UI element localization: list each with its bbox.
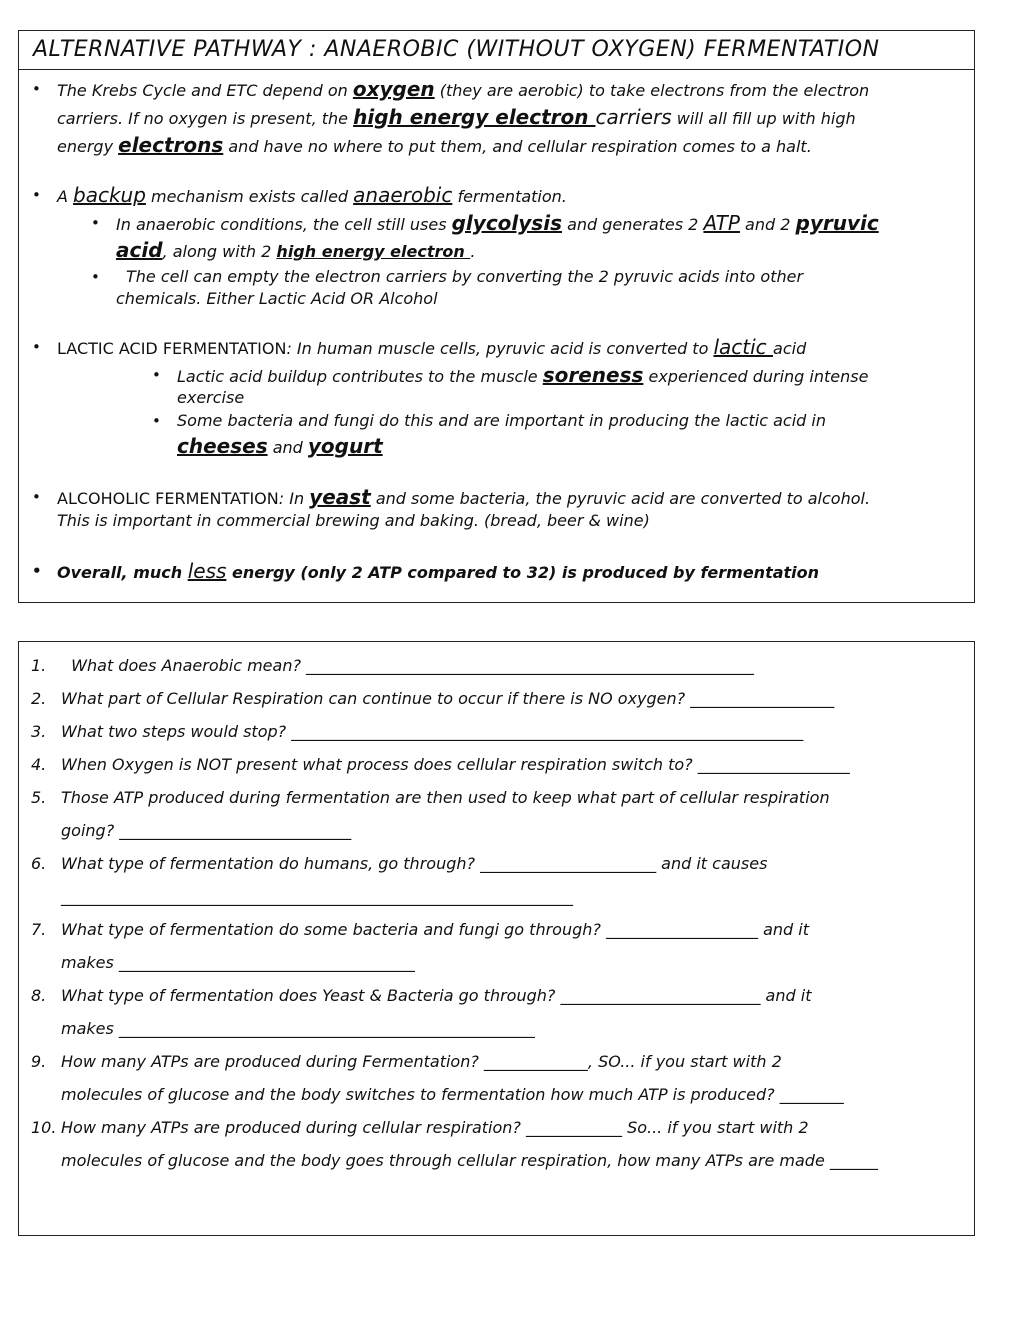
keyword-backup: backup (73, 183, 146, 207)
note-text: mechanism exists called (145, 187, 354, 206)
note-text: exercise (177, 388, 245, 407)
question-4 (31, 755, 850, 775)
note-text: experienced during intense (643, 367, 869, 386)
note-text: , along with 2 (162, 242, 277, 261)
question-text: molecules of glucose and the body goes through cellular respiration, how many ATPs are made ______ (61, 1151, 878, 1170)
question-text: What two steps would stop? ________________________________________________________________ (61, 722, 804, 741)
question-9 (31, 1052, 782, 1072)
note-text: and 2 (739, 215, 796, 234)
keyword-acid: acid (116, 238, 163, 262)
question-number: 5. (31, 788, 47, 807)
question-number: 4. (31, 755, 47, 774)
question-number: 6. (31, 854, 47, 873)
question-text: How many ATPs are produced during cellular respiration? ____________ So... if you start with 2 (61, 1118, 809, 1137)
title-bar (19, 31, 974, 70)
question-text: Those ATP produced during fermentation are then used to keep what part of cellular respiration (61, 788, 830, 807)
keyword-electrons: electrons (118, 133, 224, 157)
question-6 (31, 854, 768, 874)
question-5 (31, 788, 830, 808)
keyword-soreness: soreness (542, 363, 644, 387)
question-text: makes _____________________________________ (61, 953, 415, 972)
question-number: 7. (31, 920, 47, 939)
question-7 (31, 920, 809, 940)
note-bullet-backup (57, 185, 567, 207)
note-text: : In human muscle cells, pyruvic acid is converted to (286, 339, 714, 358)
note-text: energy (only 2 ATP compared to 32) is produced by fermentation (226, 563, 820, 582)
note-text: . (470, 242, 476, 261)
question-number: 9. (31, 1052, 47, 1071)
lactic-fermentation-label: LACTIC ACID FERMENTATION (57, 339, 287, 358)
question-2 (31, 689, 835, 709)
question-text: molecules of glucose and the body switches to fermentation how much ATP is produced? ________ (61, 1085, 844, 1104)
note-text: (they are aerobic) to take electrons from the electron (434, 81, 870, 100)
notes-box (18, 30, 975, 603)
note-sub-empty-carriers-line1 (116, 267, 803, 287)
question-10 (31, 1118, 809, 1138)
question-number: 3. (31, 722, 47, 741)
note-bullet-lactic (57, 337, 806, 359)
question-6-line2 (61, 887, 573, 907)
question-number: 8. (31, 986, 47, 1005)
keyword-less: less (187, 559, 227, 583)
question-3 (31, 722, 804, 742)
keyword-glycolysis: glycolysis (451, 211, 562, 235)
keyword-atp: ATP (703, 211, 740, 235)
page-title: ALTERNATIVE PATHWAY : ANAEROBIC (WITHOUT OXYGEN) FERMENTATION (33, 37, 880, 62)
alcoholic-fermentation-label: ALCOHOLIC FERMENTATION (57, 489, 279, 508)
note-bullet-alcoholic-line2 (57, 511, 650, 531)
question-8-line2 (61, 1019, 535, 1039)
note-sub-glycolysis-line1 (116, 213, 879, 235)
note-text: fermentation. (452, 187, 567, 206)
question-text: What type of fermentation does Yeast & Bacteria go through? _________________________ and it (61, 986, 812, 1005)
question-text: makes ____________________________________________________ (61, 1019, 535, 1038)
question-text: What type of fermentation do humans, go through? ______________________ and it causes (61, 854, 768, 873)
note-bullet-alcoholic-line1 (57, 487, 870, 509)
question-number: 10. (31, 1118, 57, 1137)
note-text: The cell can empty the electron carriers by converting the 2 pyruvic acids into other (126, 267, 804, 286)
note-sub-empty-carriers-line2 (116, 289, 438, 309)
note-text: acid (773, 339, 807, 358)
note-sub-soreness-line1 (177, 365, 868, 387)
note-text: In anaerobic conditions, the cell still uses (116, 215, 452, 234)
questions-box (18, 641, 975, 1236)
keyword-anaerobic: anaerobic (353, 183, 453, 207)
note-text: and some bacteria, the pyruvic acid are converted to alcohol. (370, 489, 871, 508)
question-text: What type of fermentation do some bacteria and fungi go through? ___________________ and it (61, 920, 809, 939)
question-text: When Oxygen is NOT present what process does cellular respiration switch to? ___________________ (61, 755, 850, 774)
note-text: Overall, much (57, 563, 188, 582)
question-8 (31, 986, 812, 1006)
note-sub-soreness-line2 (177, 388, 244, 408)
question-9-line2 (61, 1085, 844, 1105)
keyword-cheeses: cheeses (177, 434, 268, 458)
note-sub-bacteria-line2 (177, 436, 383, 458)
keyword-high-energy-electron: high energy electron (353, 105, 596, 129)
question-5-line2 (61, 821, 351, 841)
question-text: What part of Cellular Respiration can continue to occur if there is NO oxygen? __________________ (61, 689, 835, 708)
note-bullet-krebs-line3 (57, 135, 812, 157)
note-text: and generates 2 (561, 215, 704, 234)
keyword-yeast: yeast (309, 485, 371, 509)
question-text: ________________________________________________________________ (61, 887, 573, 906)
note-bullet-krebs-line1 (57, 79, 869, 101)
keyword-oxygen: oxygen (352, 77, 435, 101)
question-10-line2 (61, 1151, 878, 1171)
note-text: will all fill up with high (671, 109, 856, 128)
note-text: Some bacteria and fungi do this and are important in producing the lactic acid in (177, 411, 826, 430)
keyword-yogurt: yogurt (307, 434, 383, 458)
keyword-high-energy-electron-2: high energy electron (276, 242, 471, 261)
note-sub-bacteria-line1 (177, 411, 826, 431)
question-text: How many ATPs are produced during Fermentation? _____________, SO... if you start with 2 (61, 1052, 782, 1071)
question-text: What does Anaerobic mean? ________________________________________________________ (61, 656, 755, 675)
note-text: energy (57, 137, 119, 156)
question-text: going? _____________________________ (61, 821, 352, 840)
question-number: 2. (31, 689, 47, 708)
note-sub-glycolysis-line2 (116, 240, 475, 262)
question-7-line2 (61, 953, 415, 973)
note-bullet-overall (57, 561, 819, 583)
note-text: carriers (595, 105, 672, 129)
note-text: carriers. If no oxygen is present, the (57, 109, 354, 128)
note-text: : In (278, 489, 310, 508)
note-text: This is important in commercial brewing and baking. (bread, beer & wine) (57, 511, 650, 530)
note-text: and (267, 438, 308, 457)
note-bullet-krebs-line2 (57, 107, 856, 129)
note-text: and have no where to put them, and cellular respiration comes to a halt. (223, 137, 812, 156)
keyword-pyruvic: pyruvic (795, 211, 879, 235)
note-text: The Krebs Cycle and ETC depend on (57, 81, 353, 100)
note-text: A (57, 187, 74, 206)
keyword-lactic: lactic (713, 335, 774, 359)
question-number: 1. (31, 656, 47, 675)
note-text: Lactic acid buildup contributes to the muscle (177, 367, 543, 386)
note-text: chemicals. Either Lactic Acid OR Alcohol (116, 289, 438, 308)
question-1 (31, 656, 755, 676)
